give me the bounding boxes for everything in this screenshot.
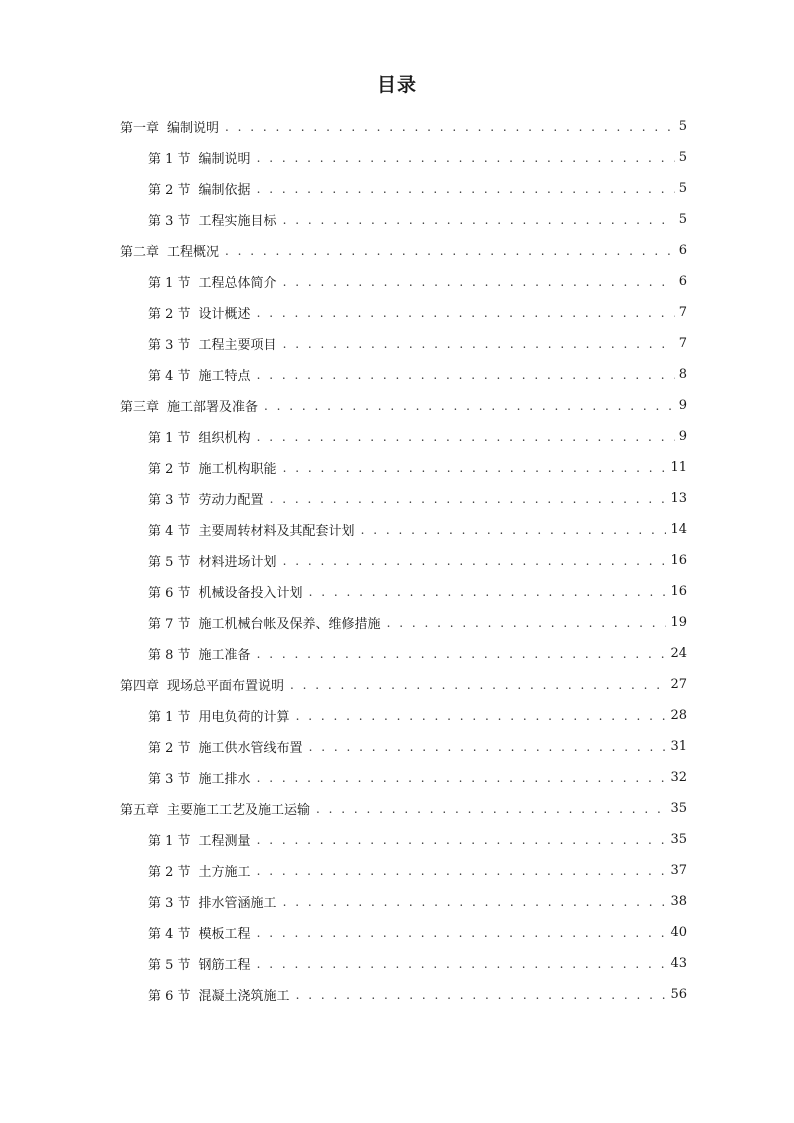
- toc-page-number: 31: [670, 739, 687, 754]
- toc-entry-title: 施工部署及准备: [167, 400, 259, 415]
- toc-entry-title: 主要施工工艺及施工运输: [167, 803, 311, 818]
- toc-entry-number: 第 2 节: [148, 307, 191, 322]
- toc-section-entry[interactable]: [120, 700, 687, 731]
- toc-dot-leader: [257, 926, 667, 940]
- toc-chapter-entry[interactable]: [120, 793, 687, 824]
- toc-page-number: 9: [678, 429, 687, 444]
- toc-entry-title: 混凝土浇筑施工: [198, 989, 290, 1004]
- toc-chapter-entry[interactable]: [120, 390, 687, 421]
- toc-dot-leader: [225, 244, 675, 258]
- toc-entry-number: 第 6 节: [148, 586, 191, 601]
- toc-dot-leader: [309, 585, 667, 599]
- toc-page-number: 14: [670, 522, 687, 537]
- toc-page-number: 19: [670, 615, 687, 630]
- toc-entry-number: 第 1 节: [148, 710, 191, 725]
- toc-entry-title: 机械设备投入计划: [198, 586, 303, 601]
- toc-section-entry[interactable]: [120, 886, 687, 917]
- toc-entry-title: 工程实施目标: [198, 214, 277, 229]
- toc-entry-number: 第 3 节: [148, 338, 191, 353]
- toc-entry-number: 第 1 节: [148, 834, 191, 849]
- toc-page-number: 5: [678, 119, 687, 134]
- toc-entry-number: 第 2 节: [148, 741, 191, 756]
- toc-page-number: 8: [678, 367, 687, 382]
- toc-section-entry[interactable]: [120, 638, 687, 669]
- toc-page-number: 38: [670, 894, 687, 909]
- toc-page-number: 24: [670, 646, 687, 661]
- toc-entry-title: 现场总平面布置说明: [167, 679, 285, 694]
- toc-entry-title: 组织机构: [198, 431, 251, 446]
- toc-entry-number: 第 3 节: [148, 493, 191, 508]
- page-title: 目录: [376, 74, 417, 96]
- toc-entry-number: 第 2 节: [148, 183, 191, 198]
- toc-section-entry[interactable]: [120, 514, 687, 545]
- toc-entry-number: 第五章: [120, 803, 160, 818]
- toc-dot-leader: [283, 275, 675, 289]
- toc-dot-leader: [257, 151, 675, 165]
- toc-entry-number: 第三章: [120, 400, 160, 415]
- toc-entry-title: 工程主要项目: [198, 338, 277, 353]
- toc-dot-leader: [257, 833, 667, 847]
- toc-entry-title: 编制说明: [167, 121, 220, 136]
- toc-entry-number: 第 2 节: [148, 865, 191, 880]
- toc-page-number: 28: [670, 708, 687, 723]
- toc-entry-title: 施工供水管线布置: [198, 741, 303, 756]
- toc-section-entry[interactable]: [120, 607, 687, 638]
- toc-page-number: 7: [678, 336, 687, 351]
- toc-entry-title: 排水管涵施工: [198, 896, 277, 911]
- toc-section-entry[interactable]: [120, 359, 687, 390]
- toc-dot-leader: [257, 864, 667, 878]
- toc-dot-leader: [264, 399, 675, 413]
- toc-entry-title: 设计概述: [198, 307, 251, 322]
- toc-section-entry[interactable]: [120, 948, 687, 979]
- toc-entry-title: 施工准备: [198, 648, 251, 663]
- toc-dot-leader: [257, 368, 675, 382]
- toc-entry-number: 第一章: [120, 121, 160, 136]
- toc-entry-number: 第 3 节: [148, 772, 191, 787]
- toc-entry-number: 第 4 节: [148, 927, 191, 942]
- toc-section-entry[interactable]: [120, 328, 687, 359]
- toc-page-number: 32: [670, 770, 687, 785]
- toc-section-entry[interactable]: [120, 204, 687, 235]
- toc-dot-leader: [296, 988, 667, 1002]
- toc-section-entry[interactable]: [120, 452, 687, 483]
- toc-entry-title: 模板工程: [198, 927, 251, 942]
- toc-dot-leader: [283, 337, 675, 351]
- toc-entry-number: 第四章: [120, 679, 160, 694]
- toc-section-entry[interactable]: [120, 824, 687, 855]
- toc-page-number: 16: [670, 584, 687, 599]
- toc-chapter-entry[interactable]: [120, 235, 687, 266]
- toc-dot-leader: [257, 771, 667, 785]
- toc-dot-leader: [283, 461, 667, 475]
- toc-page-number: 5: [678, 212, 687, 227]
- toc-entry-title: 钢筋工程: [198, 958, 251, 973]
- toc-chapter-entry[interactable]: [120, 669, 687, 700]
- toc-entry-number: 第 8 节: [148, 648, 191, 663]
- toc-page-number: 40: [670, 925, 687, 940]
- table-of-contents: [120, 111, 687, 1010]
- toc-entry-number: 第 6 节: [148, 989, 191, 1004]
- toc-page-number: 5: [678, 150, 687, 165]
- toc-page-number: 5: [678, 181, 687, 196]
- toc-entry-title: 工程概况: [167, 245, 220, 260]
- toc-entry-number: 第 2 节: [148, 462, 191, 477]
- toc-dot-leader: [257, 182, 675, 196]
- toc-section-entry[interactable]: [120, 297, 687, 328]
- toc-entry-title: 施工特点: [198, 369, 251, 384]
- toc-dot-leader: [257, 430, 675, 444]
- toc-entry-title: 施工排水: [198, 772, 251, 787]
- toc-entry-number: 第二章: [120, 245, 160, 260]
- toc-dot-leader: [290, 678, 666, 692]
- toc-entry-number: 第 4 节: [148, 369, 191, 384]
- toc-dot-leader: [283, 213, 675, 227]
- toc-dot-leader: [361, 523, 667, 537]
- toc-page-number: 11: [670, 460, 687, 475]
- toc-page-number: 9: [678, 398, 687, 413]
- toc-entry-title: 土方施工: [198, 865, 251, 880]
- toc-section-entry[interactable]: [120, 576, 687, 607]
- toc-page-number: 16: [670, 553, 687, 568]
- toc-section-entry[interactable]: [120, 545, 687, 576]
- toc-section-entry[interactable]: [120, 483, 687, 514]
- toc-section-entry[interactable]: [120, 855, 687, 886]
- toc-dot-leader: [296, 709, 667, 723]
- toc-entry-title: 施工机构职能: [198, 462, 277, 477]
- toc-entry-number: 第 5 节: [148, 555, 191, 570]
- toc-page-number: 37: [670, 863, 687, 878]
- toc-dot-leader: [283, 554, 667, 568]
- toc-section-entry[interactable]: [120, 762, 687, 793]
- toc-dot-leader: [225, 120, 675, 134]
- toc-page-number: 56: [670, 987, 687, 1002]
- toc-page-number: 13: [670, 491, 687, 506]
- toc-page-number: 35: [670, 832, 687, 847]
- toc-entry-number: 第 5 节: [148, 958, 191, 973]
- toc-dot-leader: [283, 895, 667, 909]
- toc-entry-title: 材料进场计划: [198, 555, 277, 570]
- toc-entry-title: 施工机械台帐及保养、维修措施: [198, 617, 381, 632]
- toc-dot-leader: [257, 306, 675, 320]
- toc-entry-title: 劳动力配置: [198, 493, 264, 508]
- toc-section-entry[interactable]: [120, 421, 687, 452]
- toc-entry-number: 第 3 节: [148, 214, 191, 229]
- toc-entry-number: 第 1 节: [148, 152, 191, 167]
- toc-dot-leader: [309, 740, 667, 754]
- toc-page-number: 43: [670, 956, 687, 971]
- toc-dot-leader: [257, 647, 667, 661]
- toc-dot-leader: [257, 957, 667, 971]
- toc-section-entry[interactable]: [120, 142, 687, 173]
- toc-section-entry[interactable]: [120, 917, 687, 948]
- toc-page-number: 6: [678, 243, 687, 258]
- toc-page-number: 27: [670, 677, 687, 692]
- toc-entry-number: 第 7 节: [148, 617, 191, 632]
- toc-entry-number: 第 4 节: [148, 524, 191, 539]
- toc-entry-title: 用电负荷的计算: [198, 710, 290, 725]
- toc-dot-leader: [387, 616, 667, 630]
- toc-page-number: 7: [678, 305, 687, 320]
- toc-page-number: 6: [678, 274, 687, 289]
- toc-section-entry[interactable]: [120, 979, 687, 1010]
- toc-entry-title: 编制说明: [198, 152, 251, 167]
- toc-entry-title: 编制依据: [198, 183, 251, 198]
- toc-chapter-entry[interactable]: [120, 111, 687, 142]
- toc-entry-title: 工程测量: [198, 834, 251, 849]
- toc-entry-number: 第 1 节: [148, 276, 191, 291]
- toc-entry-number: 第 1 节: [148, 431, 191, 446]
- toc-section-entry[interactable]: [120, 266, 687, 297]
- toc-entry-number: 第 3 节: [148, 896, 191, 911]
- toc-section-entry[interactable]: [120, 731, 687, 762]
- toc-entry-title: 主要周转材料及其配套计划: [198, 524, 355, 539]
- toc-entry-title: 工程总体简介: [198, 276, 277, 291]
- toc-dot-leader: [316, 802, 666, 816]
- toc-section-entry[interactable]: [120, 173, 687, 204]
- toc-dot-leader: [270, 492, 667, 506]
- toc-page-number: 35: [670, 801, 687, 816]
